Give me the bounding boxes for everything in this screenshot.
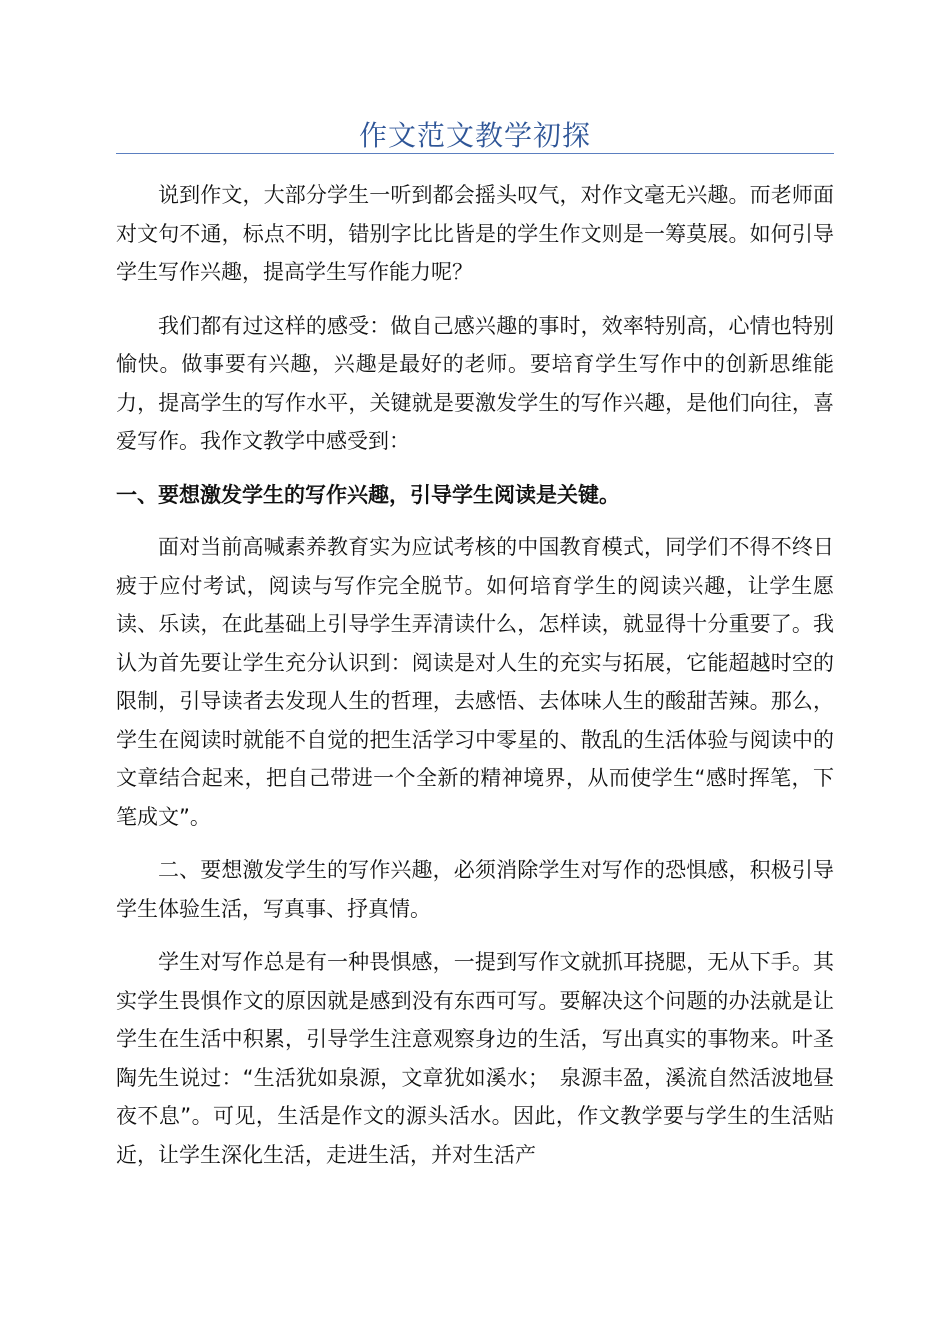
title-underline (116, 153, 834, 154)
document-title: 作文范文教学初探 (358, 119, 591, 152)
paragraph-life: 学生对写作总是有一种畏惧感，一提到写作文就抓耳挠腮，无从下手。其实学生畏惧作文的原因就是感到没有东西可写。要解决这个问题的办法就是让学生在生活中积累，引导学生注意观察身边的生活，写出真实的事物来。叶圣陶先生说过：“生活犹如泉源，文章犹如溪水； 泉源丰盈，溪流自然活波地昼夜不息”。可见，生活是作文的源头活水。因此，作文教学要与学生的生活贴近，让学生深化生活，走进生活，并对生活产 (116, 950, 834, 1167)
section-heading-1: 一、要想激发学生的写作兴趣，引导学生阅读是关键。 (116, 482, 620, 507)
paragraph-intro: 说到作文，大部分学生一听到都会摇头叹气，对作文毫无兴趣。而老师面对文句不通，标点不明，错别字比比皆是的学生作文则是一筹莫展。如何引导学生写作兴趣，提高学生写作能力呢？ (116, 183, 834, 284)
paragraph-reading: 面对当前高喊素养教育实为应试考核的中国教育模式，同学们不得不终日疲于应付考试，阅读与写作完全脱节。如何培育学生的阅读兴趣，让学生愿读、乐读，在此基础上引导学生弄清读什么，怎样读，就显得十分重要了。我认为首先要让学生充分认识到：阅读是对人生的充实与拓展，它能超越时空的限制，引导读者去发现人生的哲理，去感悟、去体味人生的酸甜苦辣。那么，学生在阅读时就能不自觉的把生活学习中零星的、散乱的生活体验与阅读中的文章结合起来，把自己带进一个全新的精神境界，从而使学生“感时挥笔，下笔成文”。 (116, 535, 834, 829)
document-body (116, 176, 834, 1189)
paragraph-interest: 我们都有过这样的感受：做自己感兴趣的事时，效率特别高，心情也特别愉快。做事要有兴趣，兴趣是最好的老师。要培育学生写作中的创新思维能力，提高学生的写作水平，关键就是要激发学生的写作兴趣，是他们向往，喜爱写作。我作文教学中感受到： (116, 313, 834, 453)
section-heading-2: 二、要想激发学生的写作兴趣，必须消除学生对写作的恐惧感，积极引导学生体验生活，写真事、抒真情。 (116, 858, 834, 921)
